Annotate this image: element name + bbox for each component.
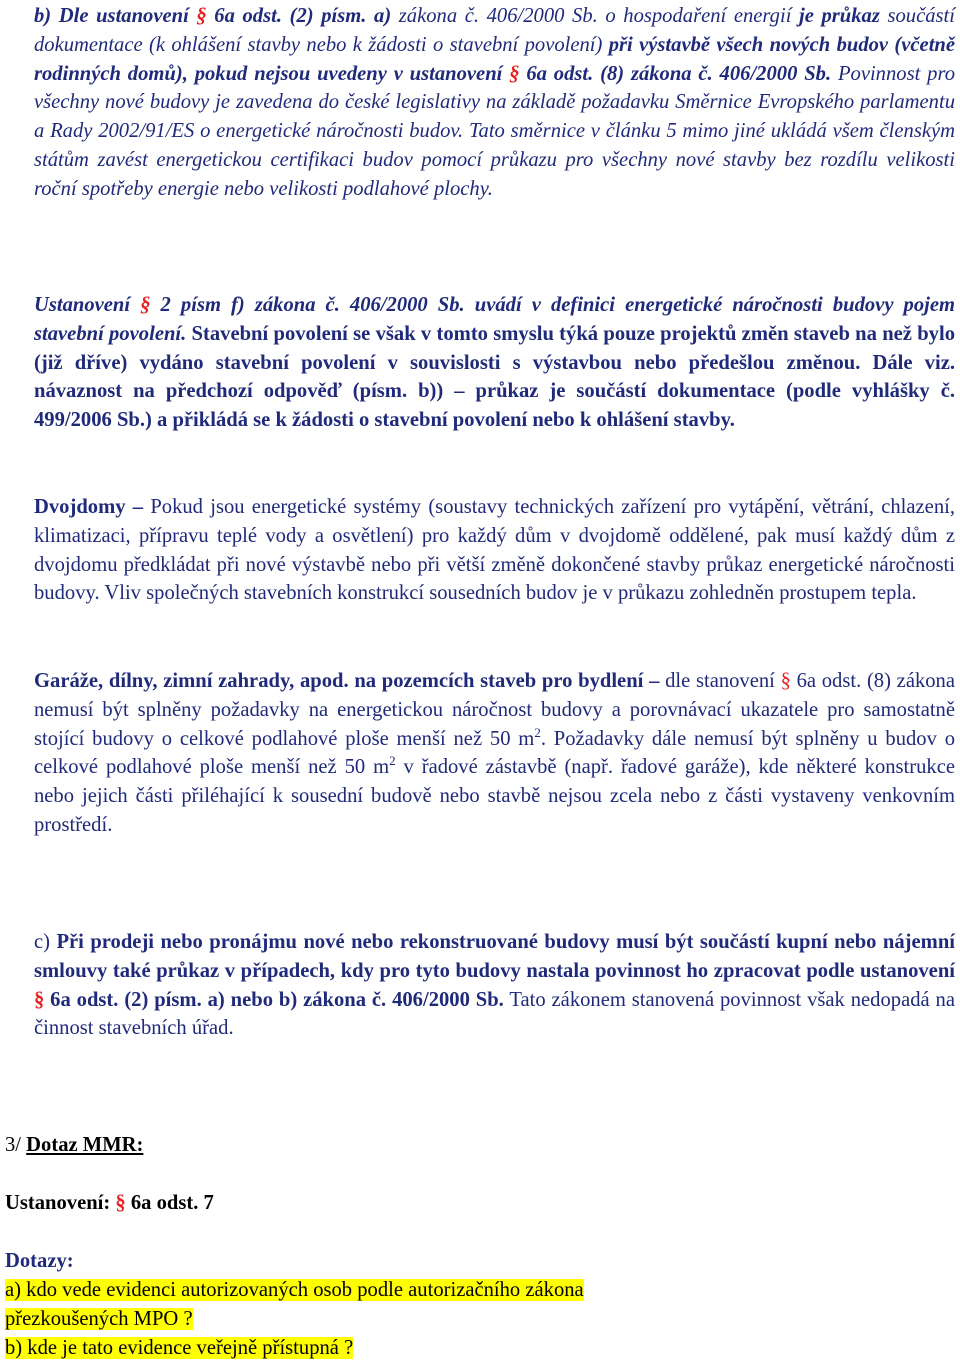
question-a (5, 1276, 584, 1305)
paragraph-c (34, 928, 955, 1043)
p1-law: zákona č. 406/2000 Sb. o hospodaření energií (391, 5, 800, 27)
section-sign: § (34, 988, 45, 1011)
ustanoveni-value: 6a odst. 7 (125, 1192, 214, 1214)
p1-vystavba: při výstavbě všech nových budov (včetně rodinných domů), pokud nejsou uvedeny v ustanovení (34, 33, 956, 85)
paragraph-dvojdomy (34, 493, 955, 608)
p1-povinnost: Povinnost pro všechny nové budovy je zavedena do české legislativy na základě požadavku Směrnice Evropského parlamentu a Rady 2002/91/ES o energetické náročnosti budov. (34, 62, 955, 143)
ustanoveni-line (5, 1189, 214, 1218)
superscript: 2 (389, 753, 396, 769)
question-a-cont-text: přezkoušených MPO ? (5, 1308, 193, 1330)
p2-lead: Ustanovení (34, 294, 141, 316)
section-sign: § (780, 670, 791, 692)
paragraph-ustanoveni (34, 291, 955, 435)
p2-stavebni-povoleni: Stavební povolení se však v tomto smyslu týká pouze projektů změn staveb na než bylo (již dříve) vydáno stavební povolení v souvislosti s výstavbou nebo předešlou změnou. Dále viz. návaznost na předchozí odpověď (písm. b)) – průkaz je součástí dokumentace (podle vyhlášky č. 499/2006 Sb.) a přikládá se k žádosti o stavební povolení nebo k ohlášení stavby. (34, 322, 955, 432)
section-sign: § (140, 294, 151, 316)
p3-title: Dvojdomy (34, 496, 126, 518)
p5-tail: Tato zákonem stanovená povinnost však nedopadá na činnost stavebních úřad. (34, 988, 955, 1040)
question-b-text: b) kde je tato evidence veřejně přístupná ? (5, 1337, 354, 1359)
p5-text: Při prodeji nebo pronájmu nové nebo rekonstruované budovy musí být součástí kupní nebo nájemní smlouvy také průkaz v případech, kdy pro tyto budovy nastala povinnost ho zpracovat podle ustanovení (34, 931, 955, 982)
p1-ref: 6a odst. (2) písm. a) (206, 5, 392, 27)
p4-text1: 6a odst. (8) zákona nemusí být splněny požadavky na energetickou náročnost budovy a porovnávací ukazatele pro samostatně stojící budovy o celkové podlahové ploše menší než 50 m (34, 670, 955, 750)
paragraph-garaze (34, 667, 955, 840)
p3-text: Pokud jsou energetické systémy (soustavy technických zařízení pro vytápění, větrání, chlazení, klimatizaci, přípravu teplé vody a osvětlení) pro každý dům v dvojdomě oddělené, pak musí každý dům z dvojdomu předkládat při nové výstavbě nebo při větší změně dokončené stavby průkaz energetické náročnosti budovy. Vliv společných stavebních konstrukcí sousedních budov je v průkazu zohledněn prostupem tepla. (34, 496, 955, 605)
dotaz-title: Dotaz MMR: (26, 1134, 144, 1156)
paragraph-b (34, 2, 955, 204)
dotaz-number: 3/ (5, 1134, 27, 1156)
p5-label: c) (34, 931, 50, 953)
p3-dash: – (125, 496, 151, 518)
dotazy-label (5, 1247, 74, 1276)
p2-definice: uvádí v definici energetické náročnosti budovy pojem stavební povolení. (34, 294, 955, 345)
dotazy-text: Dotazy: (5, 1250, 74, 1272)
p5-ref: 6a odst. (2) písm. a) nebo b) zákona č. 406/2000 Sb. (44, 988, 504, 1011)
p2-ref: 2 písm f) zákona č. 406/2000 Sb. (150, 294, 465, 316)
p4-dash: – (643, 670, 666, 692)
p4-title: Garáže, dílny, zimní zahrady, apod. na pozemcích staveb pro bydlení (34, 670, 644, 692)
p4-lead: dle stanovení (665, 670, 781, 692)
question-a-text: a) kdo vede evidenci autorizovaných osob podle autorizačního zákona (5, 1279, 584, 1301)
question-a-cont (5, 1305, 193, 1334)
p4-text2: . Požadavky dále nemusí být splněny u budov o celkové podlahové ploše menší než 50 m (34, 727, 955, 779)
p1-soucasti: součástí dokumentace (k ohlášení stavby nebo k žádosti o stavební povolení) (34, 5, 955, 56)
section-sign: § (509, 62, 520, 85)
p1-ref2: 6a odst. (8) zákona č. 406/2000 Sb. (519, 62, 832, 85)
section-sign: § (115, 1192, 126, 1214)
p4-text3: v řadové zástavbě (např. řadové garáže), kde některé konstrukce nebo jejich části přiléhající k sousední budově nebo stavbě nejsou zcela nebo z části vystaveny venkovním prostředí. (34, 756, 956, 836)
p1-je-prukaz: je průkaz (799, 5, 880, 27)
dotaz-heading (5, 1131, 143, 1160)
ustanoveni-label: Ustanovení: (5, 1192, 116, 1214)
section-sign: § (196, 5, 207, 27)
question-b (5, 1334, 353, 1363)
superscript: 2 (534, 724, 541, 740)
p1-smernice: Tato směrnice v článku 5 mimo jiné ukládá všem členským státům zavést energetickou certifikaci budov pomocí průkazu pro všechny nové stavby bez rozdílu velikosti roční spotřeby energie nebo velikosti podlahové plochy. (34, 120, 955, 200)
p1-lead: b) Dle ustanovení (34, 5, 197, 27)
